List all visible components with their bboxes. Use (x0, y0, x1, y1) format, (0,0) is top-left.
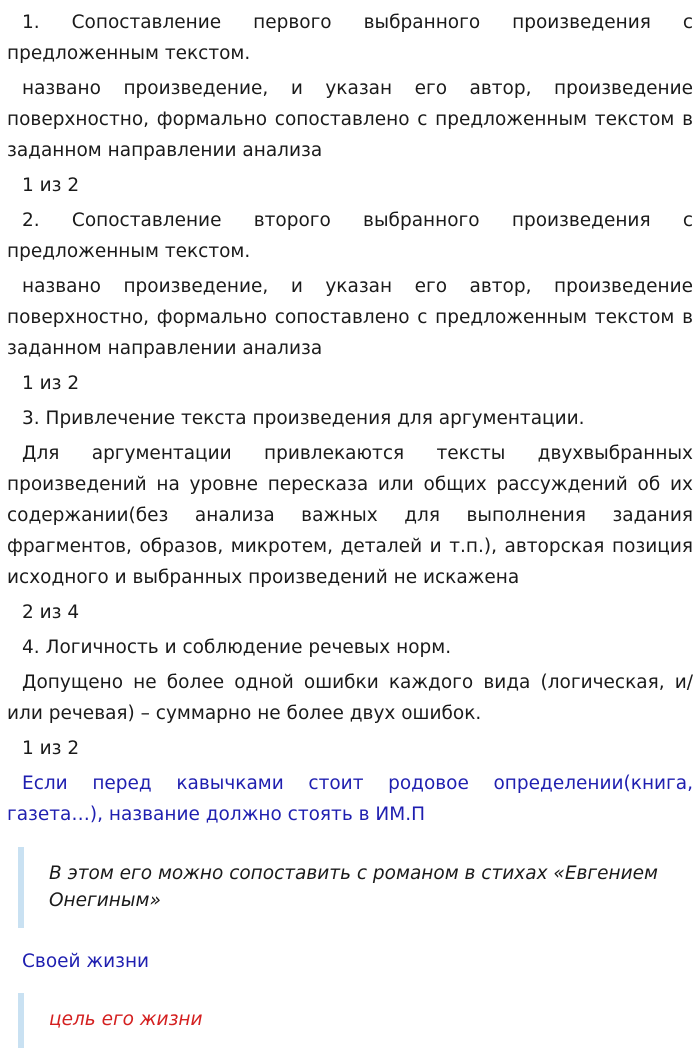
criterion-1-description: названо произведение, и указан его автор, произведение поверхностно, формально сопоставлено с предложенным текстом в заданном направлении анализа (7, 78, 693, 161)
criterion-3-description: Для аргументации привлекаются тексты двухвыбранных произведений на уровне пересказа или общих рассуждений об их содержании(без анализа важных для выполнения задания фрагментов, образов, микротем, деталей и т.п.), авторская позиция исходного и выбранных произведений не искажена (7, 443, 693, 588)
comment-1-note: Если перед кавычками стоит родовое определении(книга, газета…), название должно стоять в ИМ.П (7, 773, 693, 825)
criterion-3-score: 2 из 4 (22, 602, 80, 623)
criterion-2-title: 2. Сопоставление второго выбранного произведения с предложенным текстом. (7, 210, 693, 262)
comment-2-note: Своей жизни (22, 951, 150, 972)
criterion-3-title: 3. Привлечение текста произведения для аргументации. (22, 408, 585, 429)
comment-1-quote: В этом его можно сопоставить с романом в стихах «Евгением Онегиным» (18, 847, 658, 928)
criterion-4-description: Допущено не более одной ошибки каждого вида (логическая, и/или речевая) – суммарно не более двух ошибок. (7, 672, 693, 724)
criterion-4-score: 1 из 2 (22, 738, 80, 759)
criterion-2-score: 1 из 2 (22, 373, 80, 394)
criterion-1-title: 1. Сопоставление первого выбранного произведения с предложенным текстом. (7, 12, 693, 64)
criterion-4-title: 4. Логичность и соблюдение речевых норм. (22, 637, 452, 658)
criterion-2-description: названо произведение, и указан его автор, произведение поверхностно, формально сопоставлено с предложенным текстом в заданном направлении анализа (7, 276, 693, 359)
criterion-1-score: 1 из 2 (22, 175, 80, 196)
comment-2-quote: цель его жизни (18, 993, 658, 1048)
